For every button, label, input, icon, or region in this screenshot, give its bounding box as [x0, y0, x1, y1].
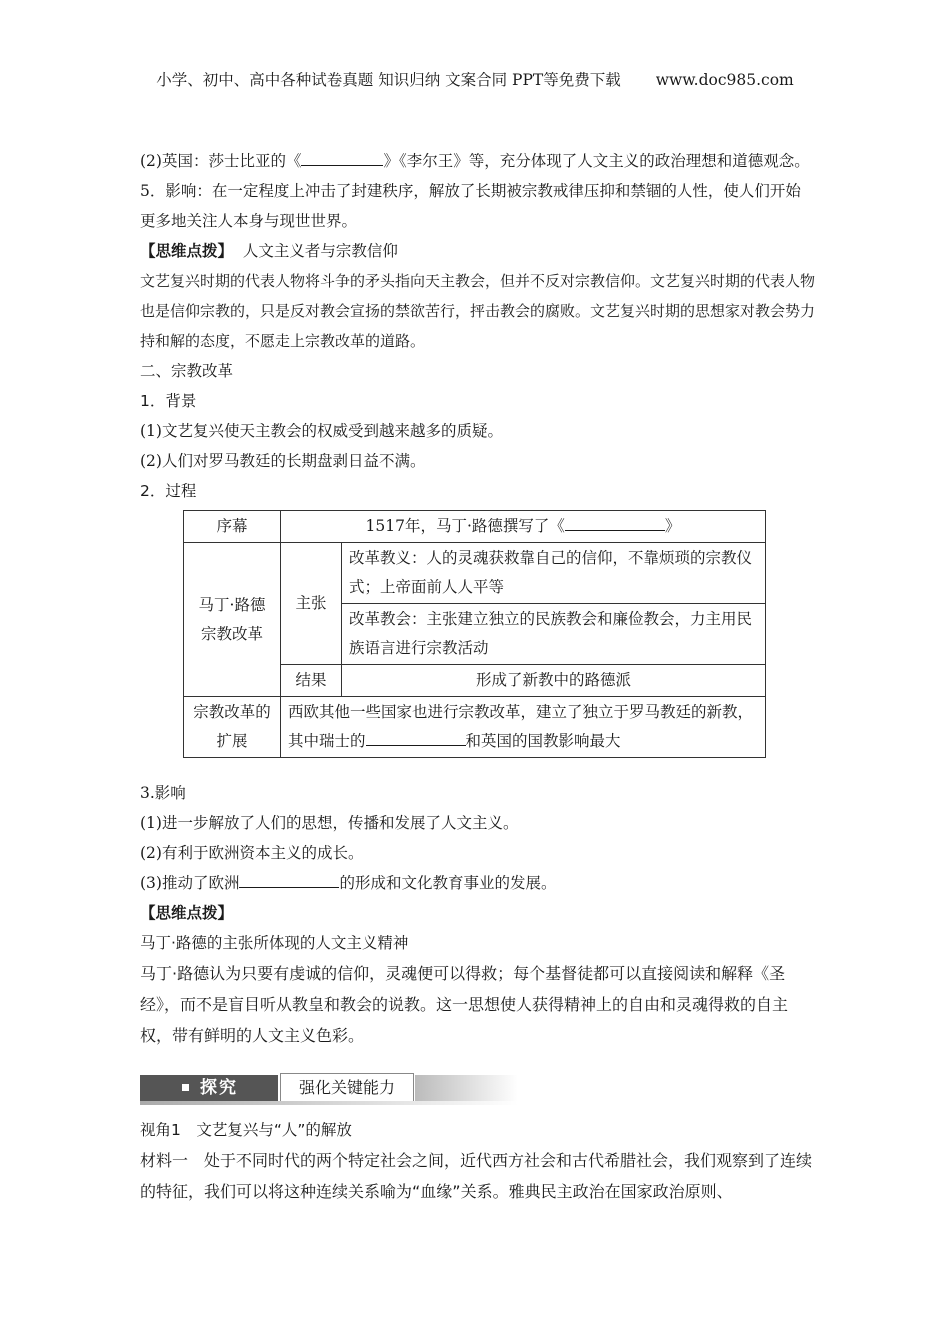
impact-item: (1)进一步解放了人们的思想，传播和发展了人文主义。	[140, 814, 519, 832]
tip-body: 文艺复兴时期的代表人物将斗争的矛头指向天主教会，但并不反对宗教信仰。文艺复兴时期的代表人物也是信仰宗教的，只是反对教会宣扬的禁欲苦行，抨击教会的腐败。文艺复兴时期的思想家对教会势力持和解的态度，不愿走上宗教改革的道路。	[140, 272, 816, 350]
process-title: 2．过程	[140, 482, 197, 500]
banner-underline	[140, 1101, 518, 1105]
answer-blank[interactable]	[301, 147, 383, 166]
tip-heading	[140, 236, 816, 266]
banner-title: 探究	[200, 1078, 238, 1098]
prelude-cell: 1517年，马丁·路德撰写了《 》	[281, 511, 766, 543]
answer-blank[interactable]	[565, 512, 665, 531]
banner-dark	[140, 1075, 278, 1101]
result-cell: 形成了新教中的路德派	[342, 665, 766, 697]
spread-label: 宗教改革的扩展	[184, 697, 281, 758]
tip-label: 【思维点拨】	[140, 241, 234, 260]
impact-item: (3)推动了欧洲 的形成和文化教育事业的发展。	[140, 868, 816, 898]
claims-label: 主张	[281, 543, 342, 665]
claim-cell: 改革教会：主张建立独立的民族教会和廉俭教会，力主用民族语言进行宗教活动	[342, 604, 766, 665]
answer-blank[interactable]	[366, 727, 466, 746]
table-row	[184, 511, 766, 543]
influence-paragraph: 5．影响：在一定程度上冲击了封建秩序，解放了长期被宗教戒律压抑和禁锢的人性，使人们开始更多地关注人本身与现世世界。	[140, 182, 801, 230]
background-title: 1．背景	[140, 392, 197, 410]
material-text: 材料一 处于不同时代的两个特定社会之间，近代西方社会和古代希腊社会，我们观察到了连续的特征，我们可以将这种连续关系喻为“血缘”关系。雅典民主政治在国家政治原则、	[140, 1151, 813, 1201]
header-text: 小学、初中、高中各种试卷真题 知识归纳 文案合同 PPT等免费下载	[156, 71, 621, 89]
tip-label: 【思维点拨】	[140, 903, 234, 922]
page-header	[0, 68, 950, 90]
spread-cell: 西欧其他一些国家也进行宗教改革，建立了独立于罗马教廷的新教，其中瑞士的 和英国的国教影响最大	[281, 697, 766, 758]
answer-blank[interactable]	[239, 869, 339, 888]
banner-subtitle: 强化关键能力	[280, 1073, 414, 1103]
banner-fade	[415, 1075, 518, 1101]
table-row	[184, 543, 766, 604]
process-table	[183, 510, 766, 758]
uk-paragraph: (2)英国：莎士比亚的《 》《李尔王》等，充分体现了人文主义的政治理想和道德观念。	[140, 146, 816, 176]
tip-title: 人文主义者与宗教信仰	[242, 242, 398, 260]
background-item: (1)文艺复兴使天主教会的权威受到越来越多的质疑。	[140, 422, 503, 440]
result-label: 结果	[281, 665, 342, 697]
explore-banner	[140, 1065, 518, 1105]
impact-item: (2)有利于欧洲资本主义的成长。	[140, 844, 364, 862]
background-item: (2)人们对罗马教廷的长期盘剥日益不满。	[140, 452, 426, 470]
square-icon	[182, 1084, 189, 1091]
prelude-label: 序幕	[184, 511, 281, 543]
impact-title: 3.影响	[140, 784, 186, 802]
tip-title: 马丁·路德的主张所体现的人文主义精神	[140, 934, 409, 952]
document-body	[140, 146, 816, 1207]
header-url[interactable]: www.doc985.com	[655, 71, 794, 89]
section-title: 二、宗教改革	[140, 362, 234, 380]
tip-body: 马丁·路德认为只要有虔诚的信仰，灵魂便可以得救；每个基督徒都可以直接阅读和解释《圣经》，而不是盲目听从教皇和教会的说教。这一思想使人获得精神上的自由和灵魂得救的自主权，带有鲜明的人文主义色彩。	[140, 964, 789, 1045]
claim-cell: 改革教义：人的灵魂获救靠自己的信仰，不靠烦琐的宗教仪式；上帝面前人人平等	[342, 543, 766, 604]
reform-label: 马丁·路德宗教改革	[184, 543, 281, 697]
table-row	[184, 697, 766, 758]
view-title: 视角1 文艺复兴与“人”的解放	[140, 1121, 352, 1139]
